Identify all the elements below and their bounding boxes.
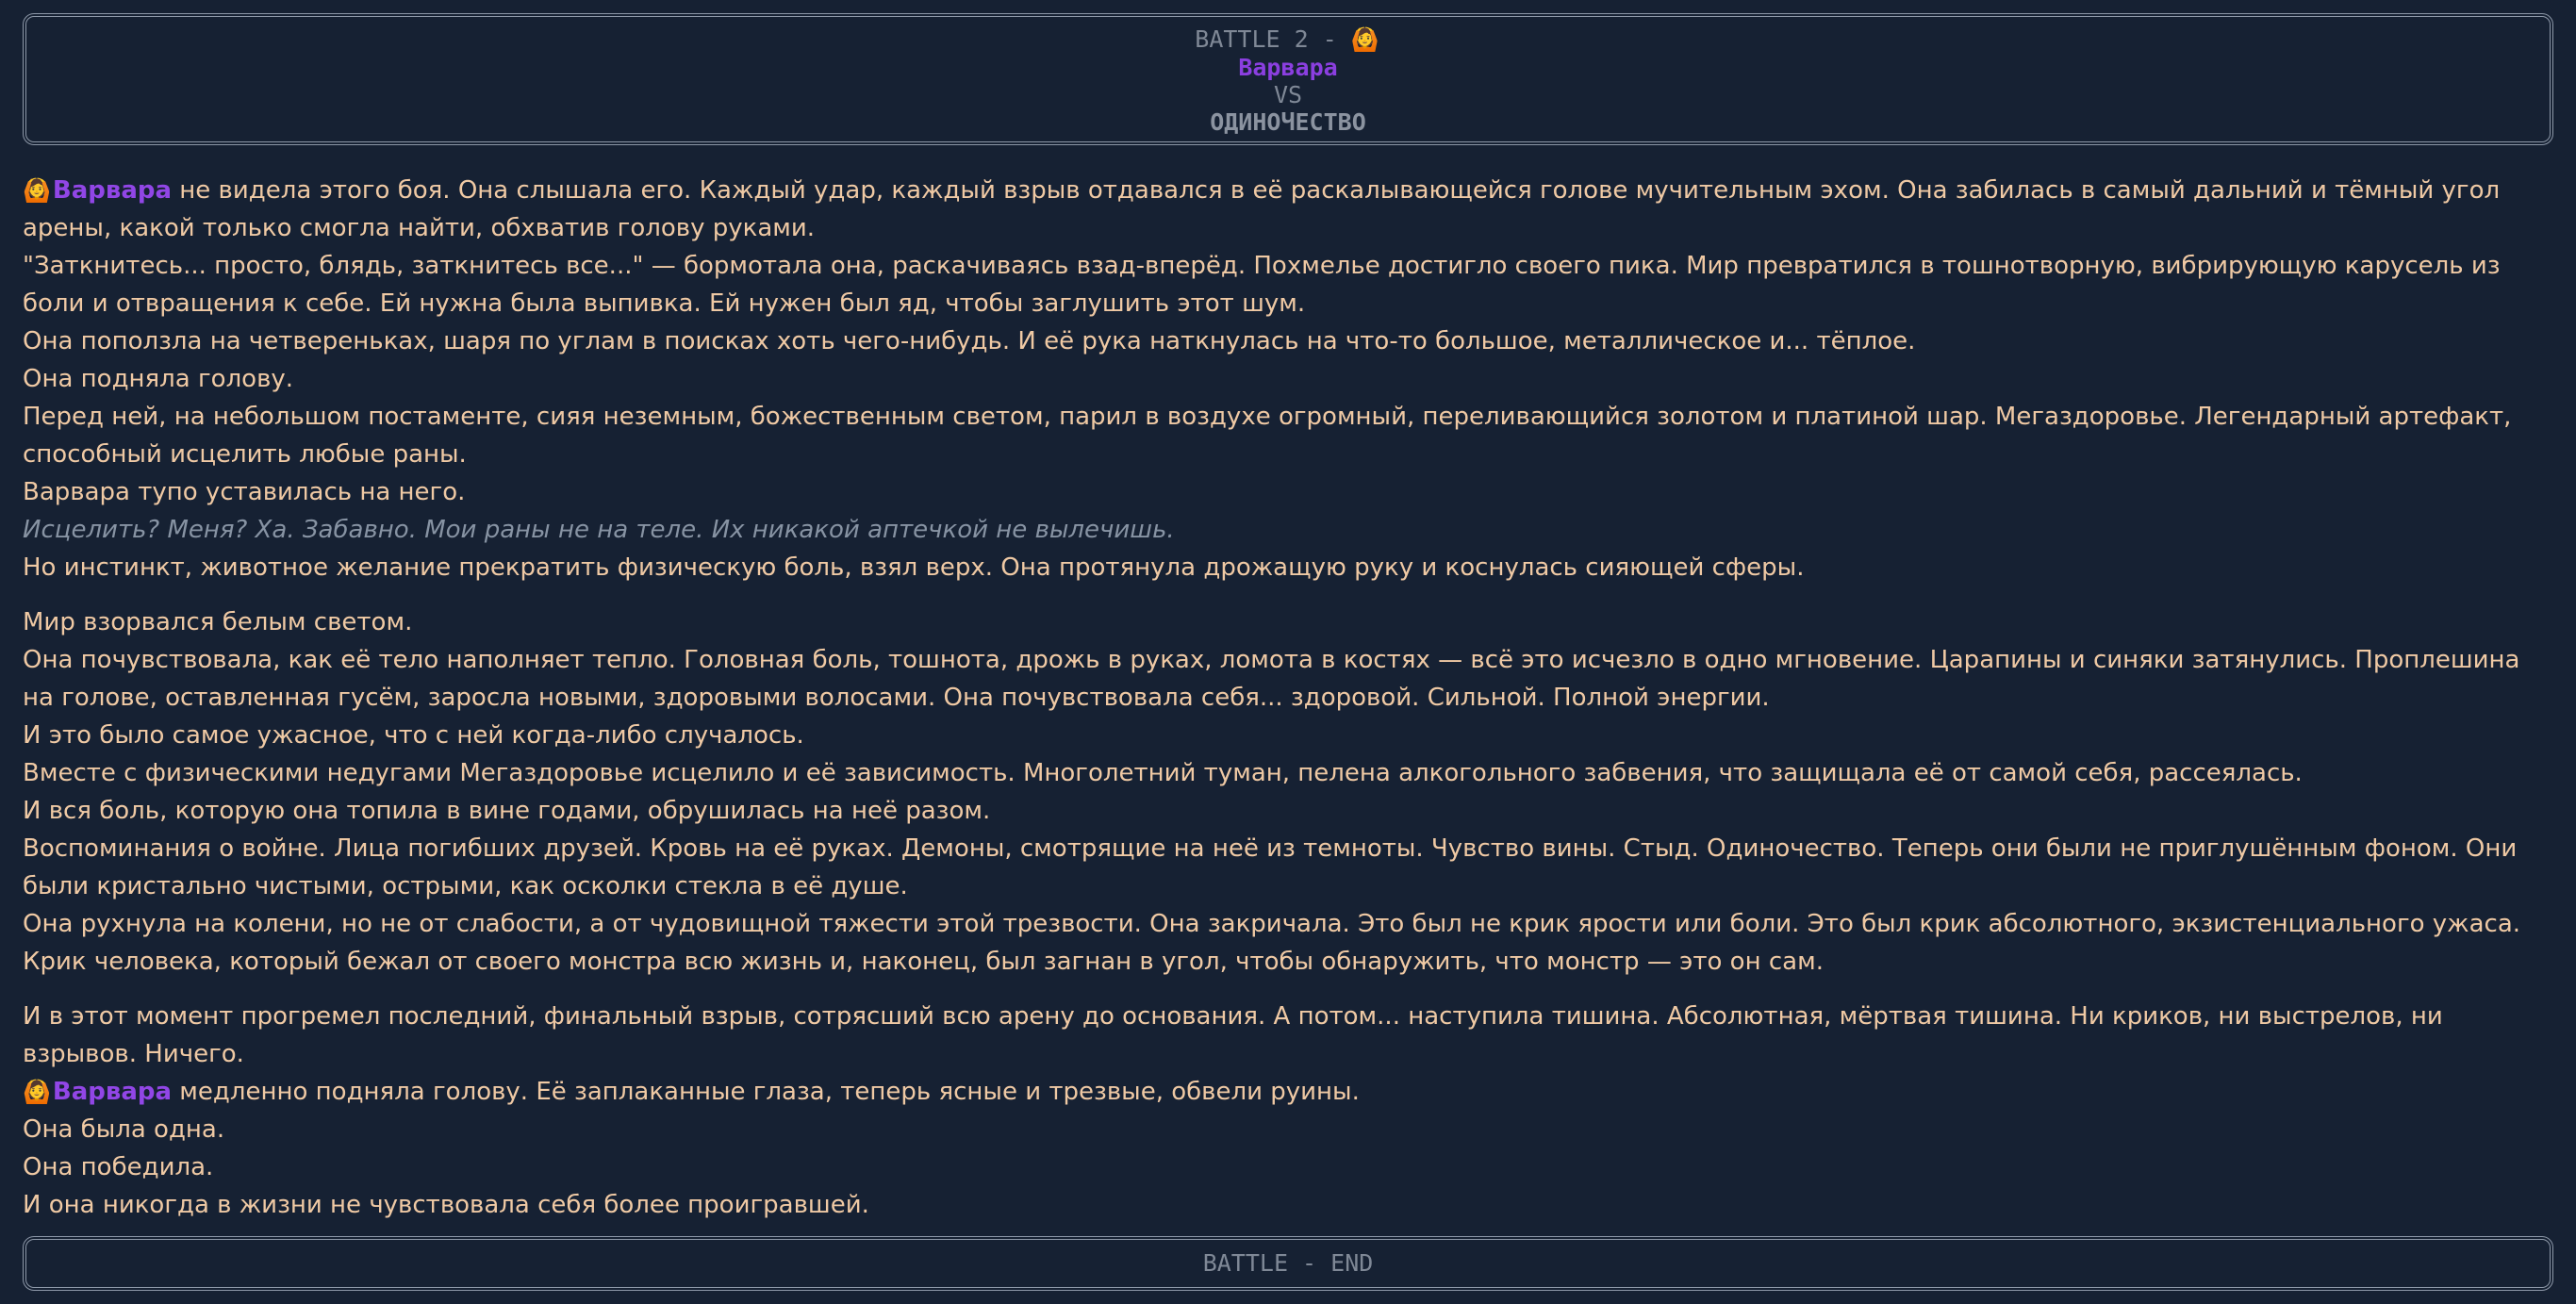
section-gap [23, 586, 2553, 603]
story-paragraph: Варвара тупо уставилась на него. [23, 478, 466, 506]
hero-name-inline: Варвара [52, 1078, 173, 1106]
hero-emoji-icon: 🙆 [1350, 26, 1379, 53]
story-paragraph: Вместе с физическими недугами Мегаздоровье исцелило и её зависимость. Многолетний туман, пелена алкогольного забвения, что защищала её от самой себя, рассеялась. [23, 759, 2303, 787]
story-paragraph: Она победила. [23, 1153, 214, 1181]
story-text [23, 172, 2553, 1224]
paragraph-text: медленно подняла голову. Её заплаканные глаза, теперь ясные и трезвые, обвели руины. [172, 1078, 1360, 1106]
story-paragraph: Она была одна. [23, 1115, 225, 1144]
versus-label: VS [1273, 81, 1303, 108]
opponent-name: ОДИНОЧЕСТВО [1210, 108, 1366, 136]
battle-footer-box [23, 1236, 2553, 1291]
hero-emoji-icon: 🙆 [23, 177, 51, 204]
hero-emoji-icon: 🙆 [23, 1079, 51, 1105]
story-paragraph: Воспоминания о войне. Лица погибших друзей. Кровь на её руках. Демоны, смотрящие на неё из темноты. Чувство вины. Стыд. Одиночество. Теперь они были не приглушённым фоном. Они были кристально чистыми, острыми, как осколки стекла в её душе. [23, 834, 2518, 900]
battle-number-label: BATTLE 2 - [1195, 25, 1351, 53]
story-paragraph: Но инстинкт, животное желание прекратить физическую боль, взял верх. Она протянула дрожащую руку и коснулась сияющей сферы. [23, 553, 1805, 582]
battle-header-box [23, 13, 2553, 145]
story-paragraph: Перед ней, на небольшом постаменте, сияя неземным, божественным светом, парил в воздухе огромный, переливающийся золотом и платиной шар. Мегаздоровье. Легендарный артефакт, способный исцелить любые раны. [23, 403, 2512, 469]
hero-name-inline: Варвара [52, 176, 173, 205]
story-paragraph [23, 172, 2553, 247]
story-paragraph: И она никогда в жизни не чувствовала себя более проигравшей. [23, 1191, 869, 1219]
paragraph-text: не видела этого боя. Она слышала его. Каждый удар, каждый взрыв отдавался в её раскалывающейся голове мучительным эхом. Она забилась в самый дальний и тёмный угол арены, какой только смогла найти, обхватив голову руками. [23, 176, 2501, 242]
story-paragraph: Она рухнула на колени, но не от слабости, а от чудовищной тяжести этой трезвости. Она закричала. Это был не крик ярости или боли. Это был крик абсолютного, экзистенциального ужаса. Крик человека, который бежал от своего монстра всю жизнь и, наконец, был загнан в угол, чтобы обнаружить, что монстр — это он сам. [23, 910, 2521, 976]
story-paragraph: Она подняла голову. [23, 365, 294, 393]
story-paragraph [23, 1073, 2553, 1111]
inner-thought: Исцелить? Меня? Ха. Забавно. Мои раны не на теле. Их никакой аптечкой не вылечишь. [23, 516, 1175, 544]
story-paragraph: "Заткнитесь... просто, блядь, заткнитесь все..." — бормотала она, раскачиваясь взад-вперёд. Похмелье достигло своего пика. Мир превратился в тошнотворную, вибрирующую карусель из боли и отвращения к себе. Ей нужна была выпивка. Ей нужен был яд, чтобы заглушить этот шум. [23, 252, 2501, 318]
section-gap [23, 981, 2553, 998]
hero-name: Варвара [1238, 54, 1338, 81]
story-paragraph: Она почувствовала, как её тело наполняет тепло. Головная боль, тошнота, дрожь в руках, ломота в костях — всё это исчезло в одно мгновение. Царапины и синяки затянулись. Проплешина на голове, оставленная гусём, заросла новыми, здоровыми волосами. Она почувствовала себя... здоровой. Сильной. Полной энергии. [23, 646, 2520, 712]
story-paragraph: И это было самое ужасное, что с ней когда-либо случалось. [23, 721, 804, 750]
battle-title [26, 25, 2550, 54]
battle-end-label: BATTLE - END [1202, 1249, 1374, 1277]
story-paragraph: Мир взорвался белым светом. [23, 608, 413, 636]
story-paragraph: Она поползла на четвереньках, шаря по углам в поисках хоть чего-нибудь. И её рука наткнулась на что-то большое, металлическое и... тёплое. [23, 327, 1916, 355]
story-paragraph: И вся боль, которую она топила в вине годами, обрушилась на неё разом. [23, 797, 991, 825]
story-paragraph: И в этот момент прогремел последний, финальный взрыв, сотрясший всю арену до основания. А потом... наступила тишина. Абсолютная, мёртвая тишина. Ни криков, ни выстрелов, ни взрывов. Ничего. [23, 1002, 2443, 1068]
